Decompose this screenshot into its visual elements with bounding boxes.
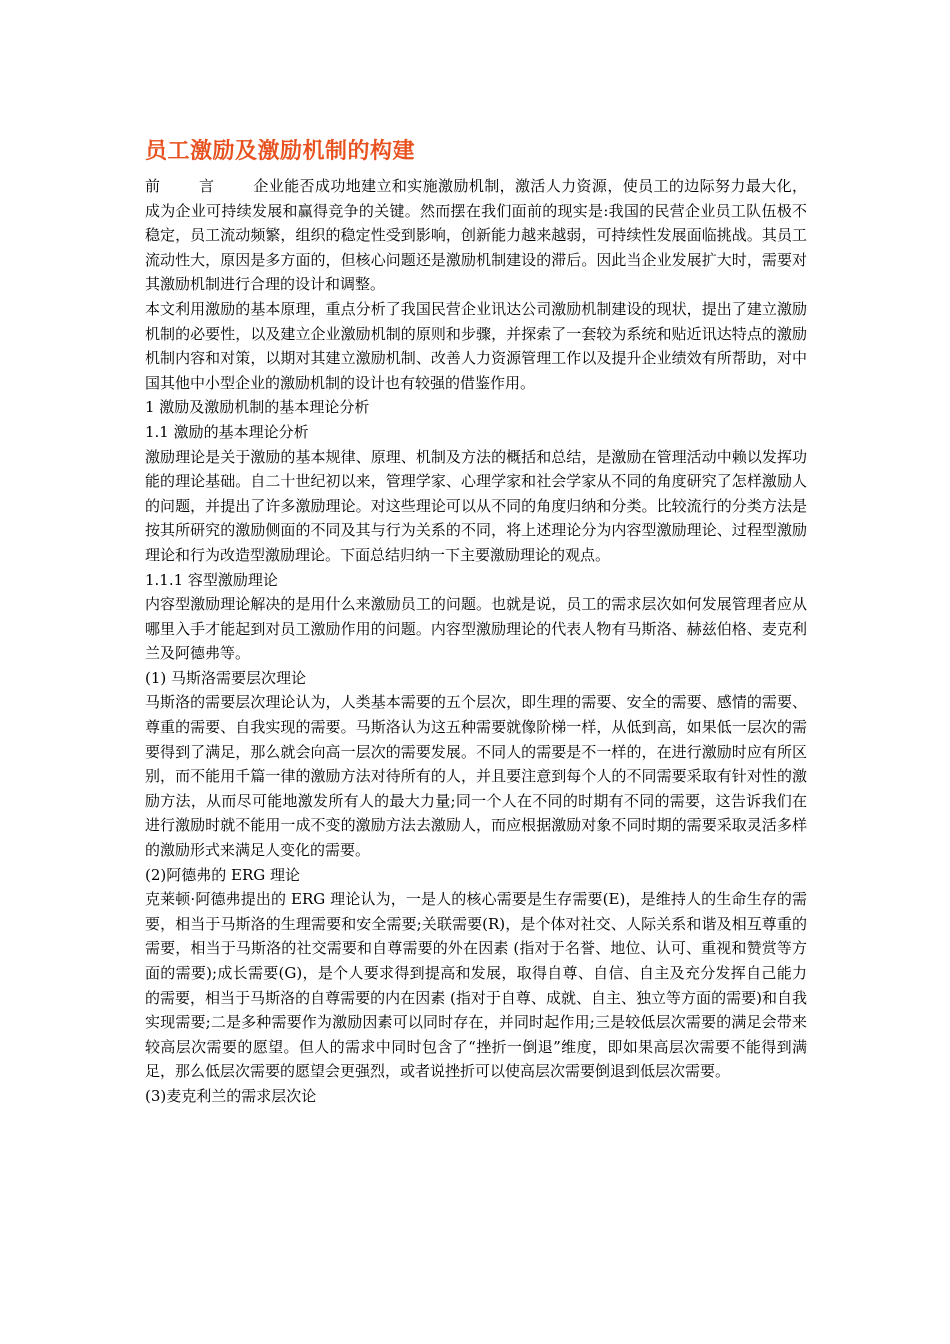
section-heading-1-1-1: 1.1.1 容型激励理论 [145,570,278,589]
paragraph-maslow: 马斯洛的需要层次理论认为，人类基本需要的五个层次，即生理的需要、安全的需要、感情的需要、尊重的需要、自我实现的需要。马斯洛认为这五种需要就像阶梯一样，从低到高，如果低一层次的需要得到了满足，那么就会向高一层次的需要发展。不同人的需要是不一样的，在进行激励时应有所区别，而不能用千篇一律的激励方法对待所有的人，并且要注意到每个人的不同需要采取有针对性的激励方法，从而尽可能地激发所有人的最大力量;同一个人在不同的时期有不同的需要，这告诉我们在进行激励时就不能用一成不变的激励方法去激励人，而应根据激励对象不同时期的需要采取灵活多样的激励形式来满足人变化的需要。 [145,693,807,860]
document-body [145,136,807,1109]
subheading-maslow: (1) 马斯洛需要层次理论 [145,668,307,687]
preface-label-char-1: 前 [145,177,161,195]
paragraph-erg: 克莱顿·阿德弗提出的 ERG 理论认为，一是人的核心需要是生存需要(E)，是维持人的生命生存的需要，相当于马斯洛的生理需要和安全需要;关联需要(R)，是个体对社交、人际关系和谐及相互尊重的需要，相当于马斯洛的社交需要和自尊需要的外在因素 (指对于名誉、地位、认可、重视和赞赏等方面的需要);成长需要(G)，是个人要求得到提高和发展，取得自尊、自信、自主及充分发挥自己能力的需要，相当于马斯洛的自尊需要的内在因素 (指对于自尊、成就、自主、独立等方面的需要)和自我实现需要;二是多种需要作为激励因素可以同时存在，并同时起作用;三是较低层次需要的满足会带来较高层次需要的愿望。但人的需求中同时包含了“挫折一倒退”维度，即如果高层次需要不能得到满足，那么低层次需要的愿望会更强烈，或者说挫折可以使高层次需要倒退到低层次需要。 [145,890,807,1081]
preface-label [145,174,253,199]
subheading-mcclelland: (3)麦克利兰的需求层次论 [145,1086,317,1105]
document-title: 员工激励及激励机制的构建 [145,139,416,164]
preface-paragraph [145,174,807,297]
paragraph-theory-overview: 激励理论是关于激励的基本规律、原理、机制及方法的概括和总结，是激励在管理活动中赖以发挥功能的理论基础。自二十世纪初以来，管理学家、心理学家和社会学家从不同的角度研究了怎样激励人的问题，并提出了许多激励理论。对这些理论可以从不同的角度归纳和分类。比较流行的分类方法是按其所研究的激励侧面的不同及其与行为关系的不同，将上述理论分为内容型激励理论、过程型激励理论和行为改造型激励理论。下面总结归纳一下主要激励理论的观点。 [145,447,807,564]
preface-text: 企业能否成功地建立和实施激励机制，激活人力资源，使员工的边际努力最大化，成为企业可持续发展和赢得竞争的关键。然而摆在我们面前的现实是:我国的民营企业员工队伍极不稳定，员工流动频繁，组织的稳定性受到影响，创新能力越来越弱，可持续性发展面临挑战。其员工流动性大，原因是多方面的，但核心问题还是激励机制建设的滞后。因此当企业发展扩大时，需要对其激励机制进行合理的设计和调整。 [145,177,807,294]
subheading-erg: (2)阿德弗的 ERG 理论 [145,865,301,884]
section-heading-1-1: 1.1 激励的基本理论分析 [145,422,309,441]
section-heading-1: 1 激励及激励机制的基本理论分析 [145,398,370,417]
paragraph-content-theory: 内容型激励理论解决的是用什么来激励员工的问题。也就是说，员工的需求层次如何发展管理者应从哪里入手才能起到对员工激励作用的问题。内容型激励理论的代表人物有马斯洛、赫兹伯格、麦克利兰及阿德弗等。 [145,595,807,663]
paragraph-abstract: 本文利用激励的基本原理，重点分析了我国民营企业讯达公司激励机制建设的现状，提出了建立激励机制的必要性，以及建立企业激励机制的原则和步骤，并探索了一套较为系统和贴近讯达特点的激励机制内容和对策，以期对其建立激励机制、改善人力资源管理工作以及提升企业绩效有所帮助，对中国其他中小型企业的激励机制的设计也有较强的借鉴作用。 [145,299,807,392]
preface-label-char-2: 言 [199,177,215,195]
